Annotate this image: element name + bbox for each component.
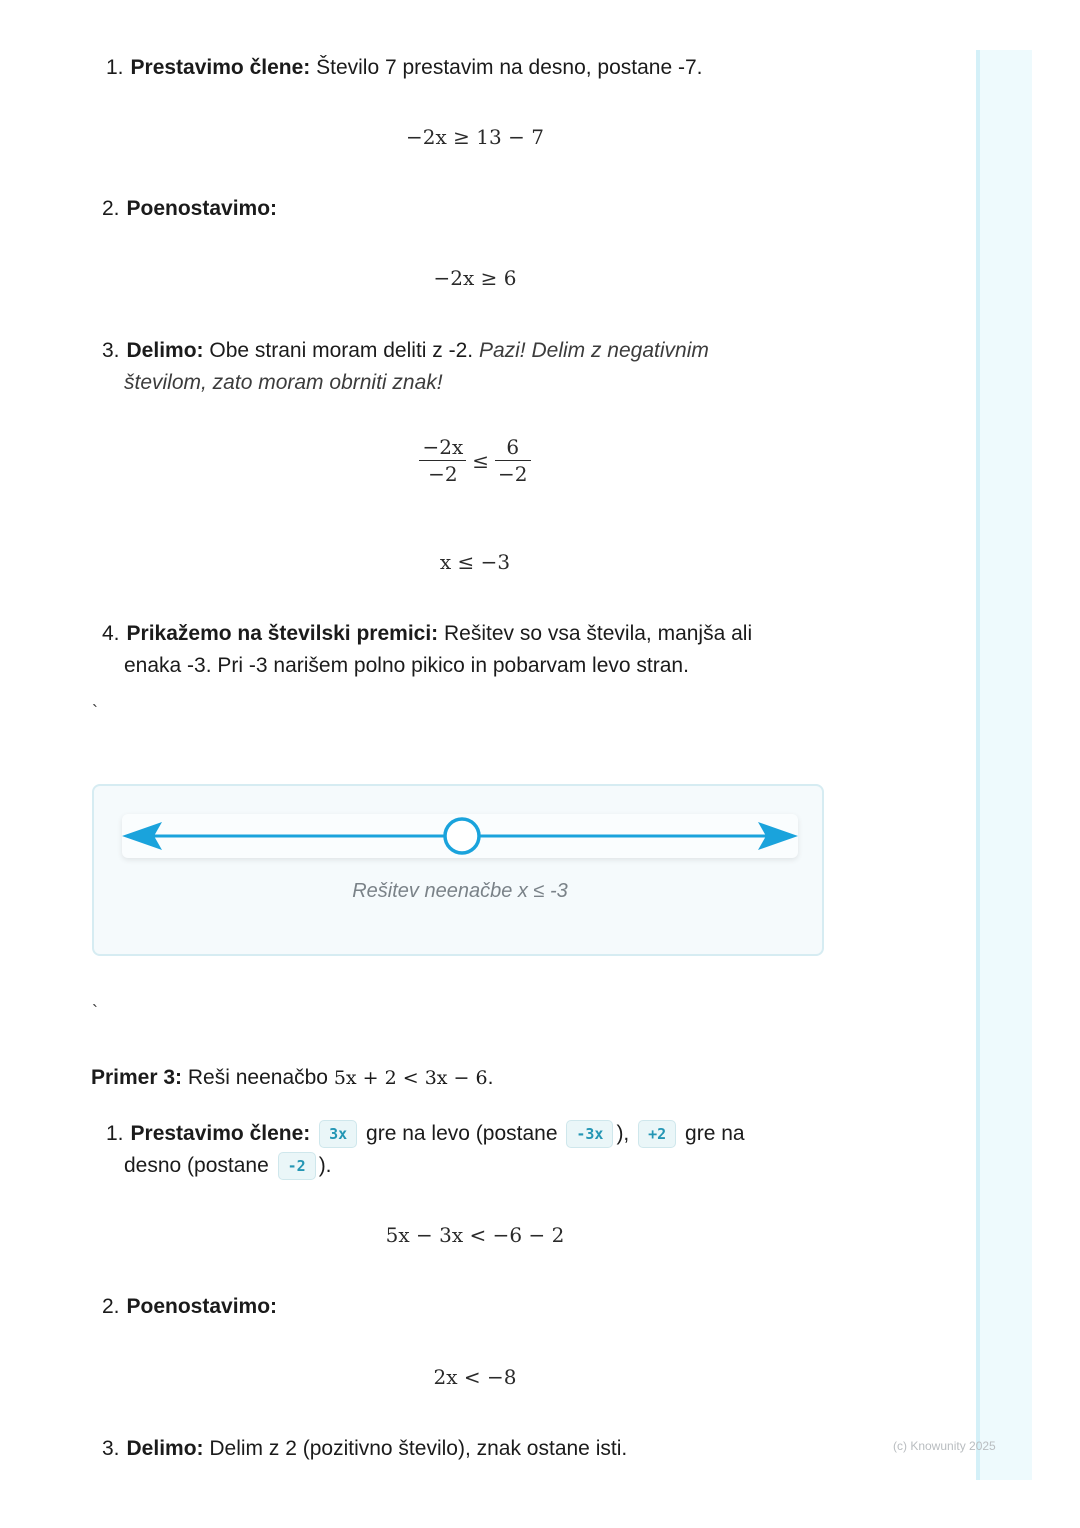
copyright-text: (c) Knowunity 2025 bbox=[893, 1439, 996, 1453]
example-3-equation: 5x + 2 < 3x − 6 bbox=[333, 1067, 488, 1089]
stray-backtick: ` bbox=[92, 702, 98, 722]
ex3-step-3-text: Delim z 2 (pozitivno število), znak ostane isti. bbox=[203, 1437, 628, 1460]
step-4-text: Rešitev so vsa števila, manjša ali bbox=[438, 622, 753, 645]
step-3-text: Obe strani moram deliti z -2. bbox=[203, 339, 479, 362]
right-sidebar-border bbox=[976, 50, 980, 1480]
step-3-number: 3. bbox=[102, 339, 120, 362]
ex3-equation-1: 5x − 3x < −6 − 2 bbox=[385, 1223, 565, 1247]
ex3-step-2-title: Poenostavimo: bbox=[126, 1295, 278, 1318]
code-chip-3x: 3x bbox=[319, 1120, 357, 1148]
step-1 bbox=[106, 51, 703, 84]
equation-2: −2x ≥ 6 bbox=[433, 266, 517, 290]
step-1-text: Število 7 prestavim na desno, postane -7. bbox=[310, 56, 703, 79]
ex3-step-3-number: 3. bbox=[102, 1437, 120, 1460]
equation-3-fraction: $\frac{-2x}{-2}$ ≤ $\frac{6}{-2}$ bbox=[0, 434, 950, 487]
ex3-step-2-number: 2. bbox=[102, 1295, 120, 1318]
step-2-title: Poenostavimo: bbox=[126, 197, 278, 220]
step-3 bbox=[102, 334, 709, 367]
point-minus-3 bbox=[445, 819, 479, 853]
code-chip-minus-2: -2 bbox=[278, 1152, 316, 1180]
equation-1: −2x ≥ 13 − 7 bbox=[406, 125, 544, 149]
ex3-equation-2: 2x < −8 bbox=[433, 1365, 517, 1389]
ex3-step-1-cont: desno (postane -2 ). bbox=[124, 1149, 332, 1182]
step-1-title: Prestavimo člene: bbox=[130, 56, 311, 79]
ex3-step-1: 1. Prestavimo člene: 3x gre na levo (postane -3x ), +2 gre na bbox=[106, 1117, 745, 1150]
example-3-heading: Primer 3: Reši neenačbo 5x + 2 < 3x − 6. bbox=[91, 1066, 494, 1089]
ex3-step-1-title: Prestavimo člene: bbox=[130, 1122, 311, 1145]
code-chip-minus-3x: -3x bbox=[566, 1120, 613, 1148]
step-4-title: Prikažemo na številski premici: bbox=[126, 622, 439, 645]
ex3-step-1-number: 1. bbox=[106, 1122, 124, 1145]
step-3-warning-cont: številom, zato moram obrniti znak! bbox=[124, 371, 443, 394]
stray-backtick-2: ` bbox=[92, 1002, 98, 1022]
step-4 bbox=[102, 617, 752, 650]
step-3-warning: Pazi! Delim z negativnim bbox=[478, 339, 709, 362]
fraction-left: $\frac{-2x}{-2}$ bbox=[419, 434, 466, 487]
number-line bbox=[114, 814, 806, 860]
example-3-text: Reši neenačbo bbox=[182, 1066, 334, 1089]
step-2-number: 2. bbox=[102, 197, 120, 220]
step-1-number: 1. bbox=[106, 56, 124, 79]
number-line-caption: Rešitev neenačbe x ≤ -3 bbox=[352, 880, 568, 902]
example-3-label: Primer 3: bbox=[91, 1066, 183, 1089]
code-chip-plus-2: +2 bbox=[638, 1120, 676, 1148]
number-line-card bbox=[92, 784, 824, 956]
ex3-step-3 bbox=[102, 1432, 627, 1465]
step-2 bbox=[102, 192, 277, 225]
step-4-number: 4. bbox=[102, 622, 120, 645]
step-3-title: Delimo: bbox=[126, 339, 204, 362]
equation-4: x ≤ −3 bbox=[439, 550, 511, 574]
ex3-step-2 bbox=[102, 1290, 277, 1323]
ex3-step-3-title: Delimo: bbox=[126, 1437, 204, 1460]
fraction-right: $\frac{6}{-2}$ bbox=[495, 434, 530, 487]
right-sidebar-panel bbox=[976, 50, 1032, 1480]
step-4-text-cont: enaka -3. Pri -3 narišem polno pikico in pobarvam levo stran. bbox=[124, 654, 689, 677]
